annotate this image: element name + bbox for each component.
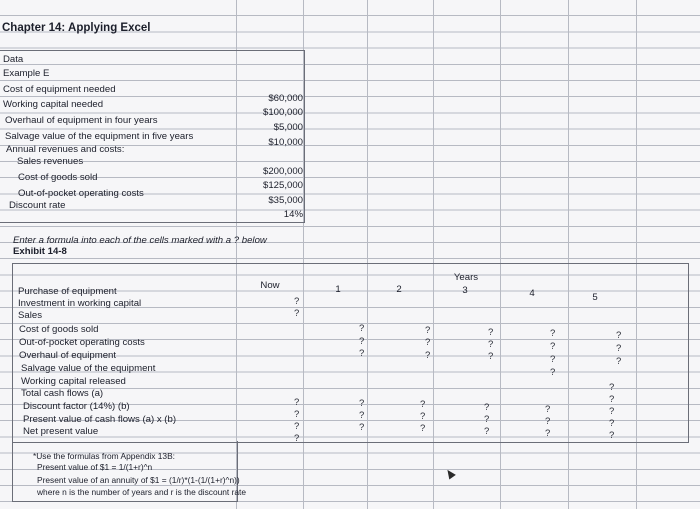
data-label-discount: Discount rate bbox=[9, 200, 66, 211]
data-value-working-capital[interactable]: $100,000 bbox=[262, 107, 303, 118]
cell-now-purchase[interactable]: ? bbox=[294, 296, 300, 307]
cell-y5-total[interactable]: ? bbox=[609, 406, 615, 417]
cell-y1-oop[interactable]: ? bbox=[359, 348, 365, 359]
cell-y3-pv[interactable]: ? bbox=[484, 426, 490, 437]
data-label-equipment: Cost of equipment needed bbox=[3, 84, 116, 95]
cell-y5-salvage[interactable]: ? bbox=[609, 382, 615, 393]
cell-y5-cogs[interactable]: ? bbox=[616, 343, 622, 354]
data-value-overhaul[interactable]: $5,000 bbox=[273, 122, 303, 133]
data-label-overhaul: Overhaul of equipment in four years bbox=[5, 115, 158, 126]
row-label-wc-released: Working capital released bbox=[21, 376, 126, 387]
cell-y4-pv[interactable]: ? bbox=[545, 428, 551, 439]
cell-y5-pv[interactable]: ? bbox=[609, 430, 615, 441]
cell-y2-discount[interactable]: ? bbox=[420, 411, 426, 422]
header-year-1: 1 bbox=[335, 284, 341, 295]
cell-y3-total[interactable]: ? bbox=[484, 402, 490, 413]
row-label-sales: Sales bbox=[18, 310, 42, 321]
cell-y1-sales[interactable]: ? bbox=[359, 323, 365, 334]
data-value-cogs[interactable]: $125,000 bbox=[262, 180, 303, 191]
data-label-annual: Annual revenues and costs: bbox=[6, 144, 125, 155]
cell-y4-sales[interactable]: ? bbox=[550, 328, 556, 339]
cell-y5-oop[interactable]: ? bbox=[616, 356, 622, 367]
cell-y3-discount[interactable]: ? bbox=[484, 414, 490, 425]
cell-y5-sales[interactable]: ? bbox=[616, 330, 622, 341]
cell-y5-discount[interactable]: ? bbox=[609, 418, 615, 429]
cell-y3-cogs[interactable]: ? bbox=[488, 339, 494, 350]
header-now: Now bbox=[260, 280, 280, 291]
note-line-1: *Use the formulas from Appendix 13B: bbox=[33, 451, 175, 461]
cell-y4-overhaul[interactable]: ? bbox=[550, 367, 556, 378]
cell-y3-sales[interactable]: ? bbox=[488, 327, 494, 338]
row-label-salvage: Salvage value of the equipment bbox=[21, 363, 156, 374]
cell-y1-total[interactable]: ? bbox=[359, 398, 365, 409]
data-label-oop: Out-of-pocket operating costs bbox=[18, 188, 144, 199]
header-year-3: 3 bbox=[462, 285, 468, 296]
cell-y4-oop[interactable]: ? bbox=[550, 354, 556, 365]
cell-y2-cogs[interactable]: ? bbox=[425, 337, 431, 348]
data-value-discount[interactable]: 14% bbox=[283, 209, 303, 220]
cell-y4-cogs[interactable]: ? bbox=[550, 341, 556, 352]
cell-y3-oop[interactable]: ? bbox=[488, 351, 494, 362]
data-value-salvage[interactable]: $10,000 bbox=[268, 137, 303, 148]
example-label: Example E bbox=[3, 68, 50, 79]
cell-y2-oop[interactable]: ? bbox=[425, 350, 431, 361]
exhibit-label: Exhibit 14-8 bbox=[13, 246, 67, 257]
data-value-sales[interactable]: $200,000 bbox=[262, 166, 303, 177]
instruction-text: Enter a formula into each of the cells marked with a ? below bbox=[13, 235, 267, 246]
cell-now-total[interactable]: ? bbox=[294, 397, 300, 408]
row-label-total-cash: Total cash flows (a) bbox=[21, 388, 104, 399]
note-line-2: Present value of $1 = 1/(1+r)^n bbox=[37, 462, 153, 472]
row-label-oop: Out-of-pocket operating costs bbox=[19, 337, 145, 348]
data-value-oop[interactable]: $35,000 bbox=[268, 195, 303, 206]
cell-now-investment[interactable]: ? bbox=[294, 308, 300, 319]
data-heading: Data bbox=[3, 54, 24, 65]
header-year-4: 4 bbox=[529, 288, 535, 299]
note-line-4: where n is the number of years and r is the discount rate bbox=[37, 487, 247, 497]
header-year-5: 5 bbox=[592, 292, 598, 303]
data-label-working-capital: Working capital needed bbox=[3, 99, 104, 110]
cell-y4-total[interactable]: ? bbox=[545, 404, 551, 415]
cell-now-pv[interactable]: ? bbox=[294, 421, 300, 432]
data-label-salvage: Salvage value of the equipment in five years bbox=[5, 131, 194, 142]
cell-now-discount[interactable]: ? bbox=[294, 409, 300, 420]
header-year-2: 2 bbox=[396, 284, 402, 295]
cell-now-npv[interactable]: ? bbox=[294, 433, 300, 444]
row-label-purchase: Purchase of equipment bbox=[18, 286, 117, 297]
row-label-discount-factor: Discount factor (14%) (b) bbox=[23, 401, 130, 412]
row-label-investment: Investment in working capital bbox=[18, 298, 142, 309]
row-label-pv-cash: Present value of cash flows (a) x (b) bbox=[23, 414, 177, 425]
row-label-cogs: Cost of goods sold bbox=[19, 324, 99, 335]
cell-y1-discount[interactable]: ? bbox=[359, 410, 365, 421]
years-header: Years bbox=[453, 272, 479, 283]
note-line-3: Present value of an annuity of $1 = (1/r)*(1-(1/(1+r)^n)) bbox=[37, 475, 240, 485]
cell-y1-cogs[interactable]: ? bbox=[359, 336, 365, 347]
cell-y2-sales[interactable]: ? bbox=[425, 325, 431, 336]
mouse-cursor-icon bbox=[444, 468, 456, 480]
data-label-sales: Sales revenues bbox=[17, 156, 84, 167]
row-label-overhaul: Overhaul of equipment bbox=[19, 350, 117, 361]
cell-y4-discount[interactable]: ? bbox=[545, 416, 551, 427]
cell-y5-wc-released[interactable]: ? bbox=[609, 394, 615, 405]
row-label-npv: Net present value bbox=[23, 426, 99, 437]
data-section-box bbox=[0, 50, 305, 223]
cell-y1-pv[interactable]: ? bbox=[359, 422, 365, 433]
sheet-title: Chapter 14: Applying Excel bbox=[2, 22, 151, 34]
data-label-cogs: Cost of goods sold bbox=[18, 172, 98, 183]
cell-y2-total[interactable]: ? bbox=[420, 399, 426, 410]
cell-y2-pv[interactable]: ? bbox=[420, 423, 426, 434]
data-value-equipment[interactable]: $60,000 bbox=[268, 93, 303, 104]
